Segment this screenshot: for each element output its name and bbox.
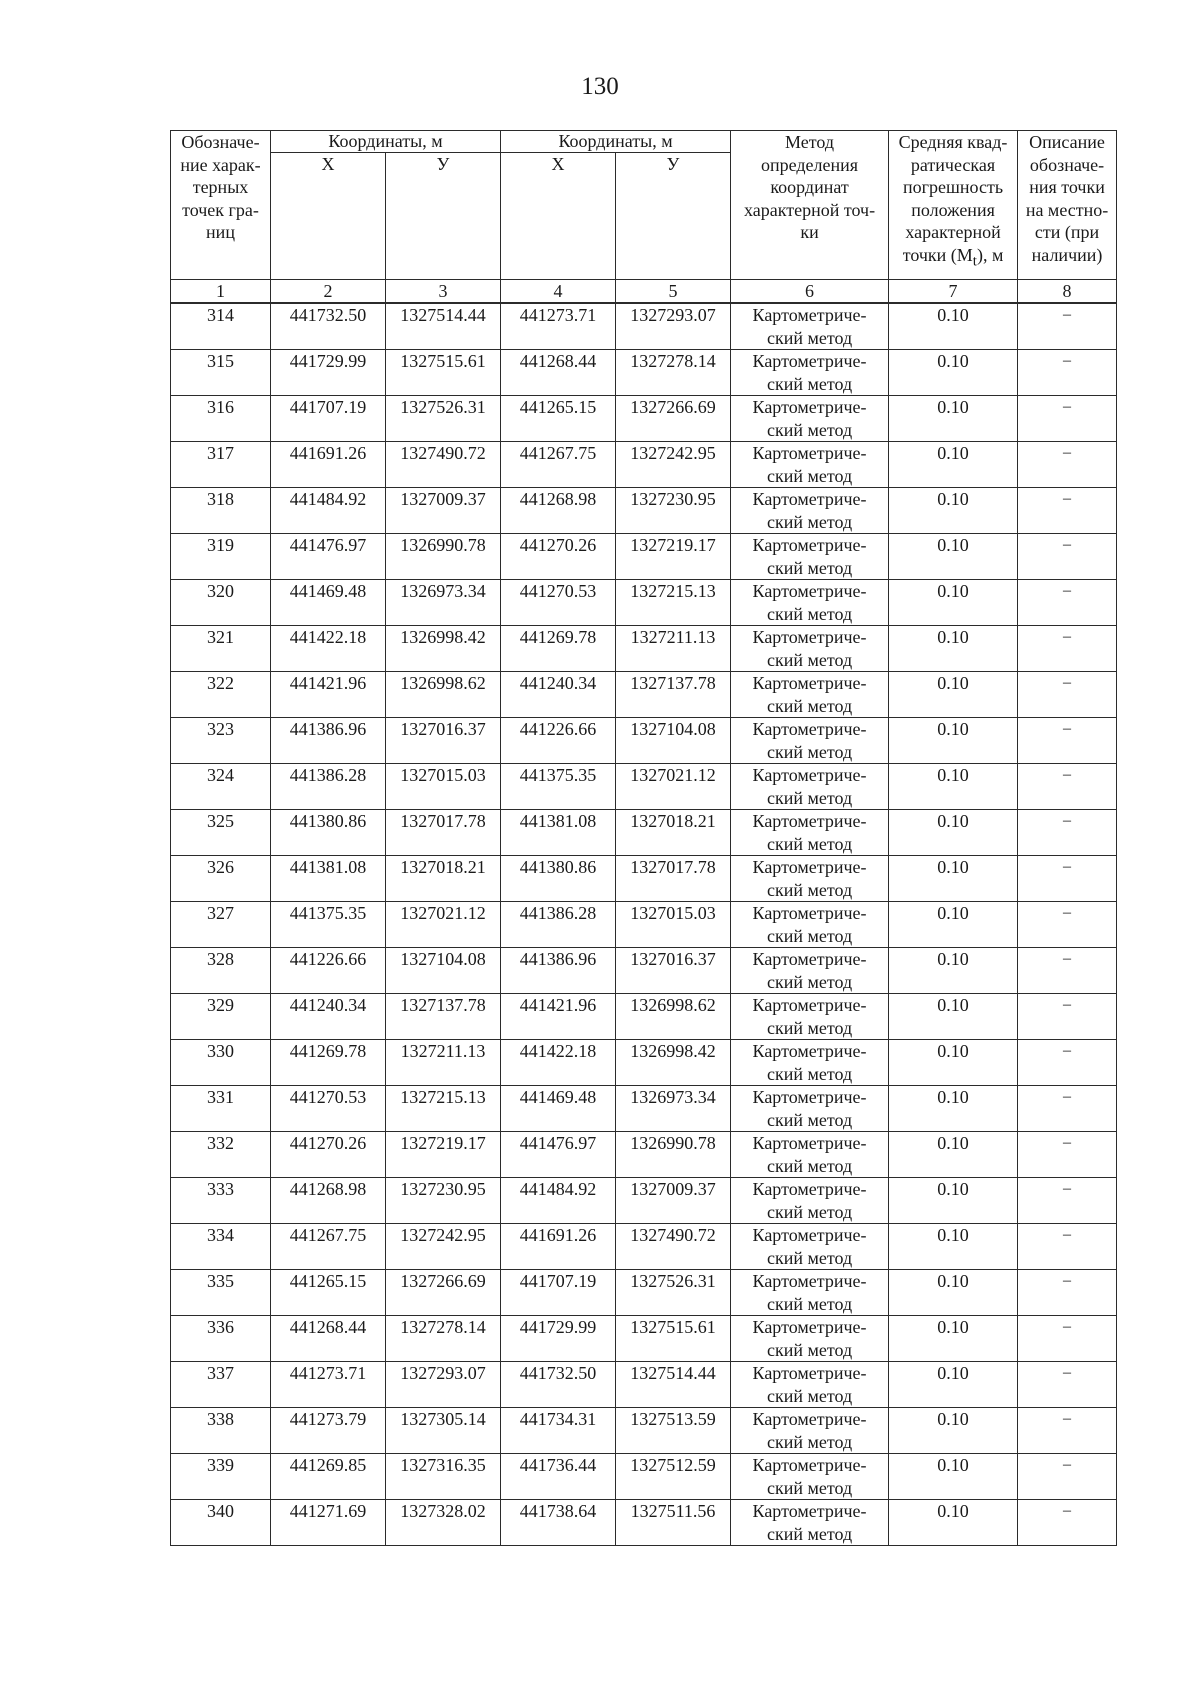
x1-cell: 441381.08	[271, 856, 386, 902]
description-cell: –	[1018, 1454, 1117, 1500]
x2-cell: 441270.26	[501, 534, 616, 580]
column-number: 1	[171, 280, 271, 304]
table-row	[171, 1178, 1117, 1224]
error-cell: 0.10	[889, 1132, 1018, 1178]
description-cell: –	[1018, 1270, 1117, 1316]
method-cell: Картометриче- ский метод	[731, 994, 889, 1040]
y1-cell: 1326973.34	[386, 580, 501, 626]
x1-cell: 441476.97	[271, 534, 386, 580]
x2-cell: 441422.18	[501, 1040, 616, 1086]
method-cell: Картометриче- ский метод	[731, 902, 889, 948]
method-cell: Картометриче- ский метод	[731, 442, 889, 488]
method-cell: Картометриче- ский метод	[731, 672, 889, 718]
x1-cell: 441273.71	[271, 1362, 386, 1408]
y1-cell: 1327017.78	[386, 810, 501, 856]
header-y-2: У	[616, 153, 731, 280]
y2-cell: 1327526.31	[616, 1270, 731, 1316]
description-cell: –	[1018, 1178, 1117, 1224]
error-cell: 0.10	[889, 1178, 1018, 1224]
x2-cell: 441273.71	[501, 303, 616, 350]
method-cell: Картометриче- ский метод	[731, 1086, 889, 1132]
point-id-cell: 317	[171, 442, 271, 488]
point-id-cell: 323	[171, 718, 271, 764]
table-row	[171, 580, 1117, 626]
y2-cell: 1327219.17	[616, 534, 731, 580]
point-id-cell: 337	[171, 1362, 271, 1408]
x1-cell: 441240.34	[271, 994, 386, 1040]
x2-cell: 441381.08	[501, 810, 616, 856]
method-cell: Картометриче- ский метод	[731, 1500, 889, 1546]
y1-cell: 1326990.78	[386, 534, 501, 580]
method-cell: Картометриче- ский метод	[731, 350, 889, 396]
x1-cell: 441269.85	[271, 1454, 386, 1500]
table-row	[171, 1270, 1117, 1316]
header-coordinates-group-2: Координаты, м	[501, 131, 731, 153]
x1-cell: 441691.26	[271, 442, 386, 488]
table-row	[171, 626, 1117, 672]
y1-cell: 1327215.13	[386, 1086, 501, 1132]
x2-cell: 441421.96	[501, 994, 616, 1040]
y1-cell: 1327018.21	[386, 856, 501, 902]
table-row	[171, 1408, 1117, 1454]
table-row	[171, 1362, 1117, 1408]
error-cell: 0.10	[889, 626, 1018, 672]
description-cell: –	[1018, 810, 1117, 856]
x1-cell: 441421.96	[271, 672, 386, 718]
x1-cell: 441707.19	[271, 396, 386, 442]
method-cell: Картометриче- ский метод	[731, 534, 889, 580]
table-row	[171, 672, 1117, 718]
error-cell: 0.10	[889, 1270, 1018, 1316]
point-id-cell: 324	[171, 764, 271, 810]
x1-cell: 441732.50	[271, 303, 386, 350]
table-row	[171, 1500, 1117, 1546]
y2-cell: 1327016.37	[616, 948, 731, 994]
method-cell: Картометриче- ский метод	[731, 1316, 889, 1362]
point-id-cell: 316	[171, 396, 271, 442]
y2-cell: 1327514.44	[616, 1362, 731, 1408]
method-cell: Картометриче- ский метод	[731, 626, 889, 672]
error-cell: 0.10	[889, 1316, 1018, 1362]
y1-cell: 1327104.08	[386, 948, 501, 994]
y2-cell: 1327215.13	[616, 580, 731, 626]
x2-cell: 441469.48	[501, 1086, 616, 1132]
error-cell: 0.10	[889, 580, 1018, 626]
x1-cell: 441380.86	[271, 810, 386, 856]
table-row	[171, 396, 1117, 442]
point-id-cell: 339	[171, 1454, 271, 1500]
header-point-description: Описание обозначе- ния точки на местно- сти (при наличии)	[1018, 131, 1117, 280]
point-id-cell: 326	[171, 856, 271, 902]
table-row	[171, 1086, 1117, 1132]
x2-cell: 441268.98	[501, 488, 616, 534]
point-id-cell: 338	[171, 1408, 271, 1454]
table-row	[171, 948, 1117, 994]
y2-cell: 1327512.59	[616, 1454, 731, 1500]
table-row	[171, 442, 1117, 488]
x2-cell: 441484.92	[501, 1178, 616, 1224]
method-cell: Картометриче- ский метод	[731, 764, 889, 810]
x1-cell: 441422.18	[271, 626, 386, 672]
x2-cell: 441267.75	[501, 442, 616, 488]
error-cell: 0.10	[889, 856, 1018, 902]
x1-cell: 441386.28	[271, 764, 386, 810]
point-id-cell: 321	[171, 626, 271, 672]
x2-cell: 441375.35	[501, 764, 616, 810]
error-cell: 0.10	[889, 1454, 1018, 1500]
description-cell: –	[1018, 994, 1117, 1040]
method-cell: Картометриче- ский метод	[731, 1454, 889, 1500]
y2-cell: 1327293.07	[616, 303, 731, 350]
x1-cell: 441484.92	[271, 488, 386, 534]
coordinates-table	[170, 130, 1117, 1546]
x2-cell: 441732.50	[501, 1362, 616, 1408]
point-id-cell: 320	[171, 580, 271, 626]
x2-cell: 441240.34	[501, 672, 616, 718]
y2-cell: 1326998.62	[616, 994, 731, 1040]
error-cell: 0.10	[889, 442, 1018, 488]
error-cell: 0.10	[889, 303, 1018, 350]
point-id-cell: 340	[171, 1500, 271, 1546]
x1-cell: 441270.26	[271, 1132, 386, 1178]
point-id-cell: 332	[171, 1132, 271, 1178]
y1-cell: 1327515.61	[386, 350, 501, 396]
y1-cell: 1327015.03	[386, 764, 501, 810]
table-header	[171, 131, 1117, 304]
y1-cell: 1326998.62	[386, 672, 501, 718]
y1-cell: 1327316.35	[386, 1454, 501, 1500]
header-x-2: Х	[501, 153, 616, 280]
error-cell: 0.10	[889, 810, 1018, 856]
point-id-cell: 328	[171, 948, 271, 994]
page-number: 130	[581, 73, 619, 100]
column-number: 2	[271, 280, 386, 304]
method-cell: Картометриче- ский метод	[731, 810, 889, 856]
y2-cell: 1327211.13	[616, 626, 731, 672]
point-id-cell: 330	[171, 1040, 271, 1086]
y1-cell: 1327490.72	[386, 442, 501, 488]
x2-cell: 441269.78	[501, 626, 616, 672]
error-cell: 0.10	[889, 672, 1018, 718]
method-cell: Картометриче- ский метод	[731, 948, 889, 994]
description-cell: –	[1018, 350, 1117, 396]
description-cell: –	[1018, 1500, 1117, 1546]
x1-cell: 441267.75	[271, 1224, 386, 1270]
description-cell: –	[1018, 764, 1117, 810]
y1-cell: 1327137.78	[386, 994, 501, 1040]
description-cell: –	[1018, 672, 1117, 718]
error-cell: 0.10	[889, 1040, 1018, 1086]
method-cell: Картометриче- ский метод	[731, 1362, 889, 1408]
table-row	[171, 534, 1117, 580]
point-id-cell: 335	[171, 1270, 271, 1316]
table-row	[171, 1316, 1117, 1362]
y2-cell: 1327104.08	[616, 718, 731, 764]
column-number: 4	[501, 280, 616, 304]
point-id-cell: 325	[171, 810, 271, 856]
error-cell: 0.10	[889, 764, 1018, 810]
x2-cell: 441226.66	[501, 718, 616, 764]
description-cell: –	[1018, 488, 1117, 534]
y1-cell: 1327211.13	[386, 1040, 501, 1086]
header-y-1: У	[386, 153, 501, 280]
x1-cell: 441265.15	[271, 1270, 386, 1316]
x1-cell: 441271.69	[271, 1500, 386, 1546]
point-id-cell: 331	[171, 1086, 271, 1132]
y2-cell: 1327266.69	[616, 396, 731, 442]
x2-cell: 441265.15	[501, 396, 616, 442]
method-cell: Картометриче- ский метод	[731, 303, 889, 350]
x2-cell: 441476.97	[501, 1132, 616, 1178]
table-row	[171, 303, 1117, 350]
y2-cell: 1327021.12	[616, 764, 731, 810]
error-cell: 0.10	[889, 1362, 1018, 1408]
method-cell: Картометриче- ский метод	[731, 1408, 889, 1454]
y2-cell: 1327490.72	[616, 1224, 731, 1270]
error-cell: 0.10	[889, 1408, 1018, 1454]
method-cell: Картометриче- ский метод	[731, 580, 889, 626]
point-id-cell: 314	[171, 303, 271, 350]
x2-cell: 441736.44	[501, 1454, 616, 1500]
x2-cell: 441691.26	[501, 1224, 616, 1270]
description-cell: –	[1018, 1408, 1117, 1454]
y1-cell: 1326998.42	[386, 626, 501, 672]
method-cell: Картометриче- ский метод	[731, 1132, 889, 1178]
y1-cell: 1327526.31	[386, 396, 501, 442]
point-id-cell: 329	[171, 994, 271, 1040]
y2-cell: 1326973.34	[616, 1086, 731, 1132]
x2-cell: 441386.28	[501, 902, 616, 948]
x2-cell: 441707.19	[501, 1270, 616, 1316]
x1-cell: 441270.53	[271, 1086, 386, 1132]
y2-cell: 1327137.78	[616, 672, 731, 718]
description-cell: –	[1018, 396, 1117, 442]
description-cell: –	[1018, 303, 1117, 350]
table-row	[171, 856, 1117, 902]
y2-cell: 1326998.42	[616, 1040, 731, 1086]
method-cell: Картометриче- ский метод	[731, 396, 889, 442]
y2-cell: 1327018.21	[616, 810, 731, 856]
table-row	[171, 488, 1117, 534]
table-row	[171, 350, 1117, 396]
table-body	[171, 303, 1117, 1546]
header-x-1: Х	[271, 153, 386, 280]
x2-cell: 441734.31	[501, 1408, 616, 1454]
error-cell: 0.10	[889, 396, 1018, 442]
column-number: 3	[386, 280, 501, 304]
table-row	[171, 1454, 1117, 1500]
method-cell: Картометриче- ский метод	[731, 856, 889, 902]
column-number: 6	[731, 280, 889, 304]
method-cell: Картометриче- ский метод	[731, 488, 889, 534]
point-id-cell: 336	[171, 1316, 271, 1362]
y2-cell: 1327230.95	[616, 488, 731, 534]
y1-cell: 1327514.44	[386, 303, 501, 350]
y1-cell: 1327230.95	[386, 1178, 501, 1224]
x1-cell: 441469.48	[271, 580, 386, 626]
description-cell: –	[1018, 580, 1117, 626]
description-cell: –	[1018, 1224, 1117, 1270]
header-mean-square-error: Средняя квад- ратическая погрешность положения характерной точки $(M_t)$, м	[889, 131, 1018, 280]
description-cell: –	[1018, 856, 1117, 902]
column-number: 8	[1018, 280, 1117, 304]
point-id-cell: 319	[171, 534, 271, 580]
y1-cell: 1327021.12	[386, 902, 501, 948]
table-row	[171, 718, 1117, 764]
y1-cell: 1327305.14	[386, 1408, 501, 1454]
y1-cell: 1327009.37	[386, 488, 501, 534]
error-cell: 0.10	[889, 1500, 1018, 1546]
error-cell: 0.10	[889, 902, 1018, 948]
description-cell: –	[1018, 534, 1117, 580]
point-id-cell: 334	[171, 1224, 271, 1270]
y1-cell: 1327242.95	[386, 1224, 501, 1270]
y1-cell: 1327016.37	[386, 718, 501, 764]
error-cell: 0.10	[889, 534, 1018, 580]
description-cell: –	[1018, 1316, 1117, 1362]
y2-cell: 1327015.03	[616, 902, 731, 948]
method-cell: Картометриче- ский метод	[731, 1224, 889, 1270]
point-id-cell: 327	[171, 902, 271, 948]
x1-cell: 441273.79	[271, 1408, 386, 1454]
error-cell: 0.10	[889, 1086, 1018, 1132]
x1-cell: 441268.44	[271, 1316, 386, 1362]
point-id-cell: 322	[171, 672, 271, 718]
y2-cell: 1327513.59	[616, 1408, 731, 1454]
table-row	[171, 994, 1117, 1040]
point-id-cell: 333	[171, 1178, 271, 1224]
x2-cell: 441380.86	[501, 856, 616, 902]
method-cell: Картометриче- ский метод	[731, 1178, 889, 1224]
y1-cell: 1327328.02	[386, 1500, 501, 1546]
x2-cell: 441268.44	[501, 350, 616, 396]
table-row	[171, 1132, 1117, 1178]
table-row	[171, 810, 1117, 856]
error-cell: 0.10	[889, 488, 1018, 534]
point-id-cell: 318	[171, 488, 271, 534]
method-cell: Картометриче- ский метод	[731, 1040, 889, 1086]
y1-cell: 1327293.07	[386, 1362, 501, 1408]
column-number: 5	[616, 280, 731, 304]
x1-cell: 441226.66	[271, 948, 386, 994]
column-numbers-row	[171, 280, 1117, 304]
description-cell: –	[1018, 442, 1117, 488]
method-cell: Картометриче- ский метод	[731, 1270, 889, 1316]
y1-cell: 1327278.14	[386, 1316, 501, 1362]
description-cell: –	[1018, 1132, 1117, 1178]
error-cell: 0.10	[889, 1224, 1018, 1270]
header-method: Метод определения координат характерной точ- ки	[731, 131, 889, 280]
description-cell: –	[1018, 626, 1117, 672]
error-cell: 0.10	[889, 350, 1018, 396]
column-number: 7	[889, 280, 1018, 304]
y1-cell: 1327266.69	[386, 1270, 501, 1316]
point-id-cell: 315	[171, 350, 271, 396]
description-cell: –	[1018, 902, 1117, 948]
header-point-designation: Обозначе- ние харак- терных точек гра- ниц	[171, 131, 271, 280]
x2-cell: 441729.99	[501, 1316, 616, 1362]
x2-cell: 441386.96	[501, 948, 616, 994]
x1-cell: 441729.99	[271, 350, 386, 396]
y2-cell: 1326990.78	[616, 1132, 731, 1178]
table-row	[171, 1040, 1117, 1086]
x2-cell: 441270.53	[501, 580, 616, 626]
x1-cell: 441375.35	[271, 902, 386, 948]
y2-cell: 1327017.78	[616, 856, 731, 902]
table-row	[171, 1224, 1117, 1270]
description-cell: –	[1018, 1362, 1117, 1408]
error-cell: 0.10	[889, 994, 1018, 1040]
description-cell: –	[1018, 718, 1117, 764]
table-row	[171, 764, 1117, 810]
y2-cell: 1327009.37	[616, 1178, 731, 1224]
description-cell: –	[1018, 948, 1117, 994]
y2-cell: 1327511.56	[616, 1500, 731, 1546]
x1-cell: 441269.78	[271, 1040, 386, 1086]
method-cell: Картометриче- ский метод	[731, 718, 889, 764]
y2-cell: 1327278.14	[616, 350, 731, 396]
y2-cell: 1327242.95	[616, 442, 731, 488]
x2-cell: 441738.64	[501, 1500, 616, 1546]
table-row	[171, 902, 1117, 948]
x1-cell: 441386.96	[271, 718, 386, 764]
y1-cell: 1327219.17	[386, 1132, 501, 1178]
header-coordinates-group-1: Координаты, м	[271, 131, 501, 153]
description-cell: –	[1018, 1086, 1117, 1132]
error-cell: 0.10	[889, 948, 1018, 994]
error-cell: 0.10	[889, 718, 1018, 764]
y2-cell: 1327515.61	[616, 1316, 731, 1362]
description-cell: –	[1018, 1040, 1117, 1086]
x1-cell: 441268.98	[271, 1178, 386, 1224]
